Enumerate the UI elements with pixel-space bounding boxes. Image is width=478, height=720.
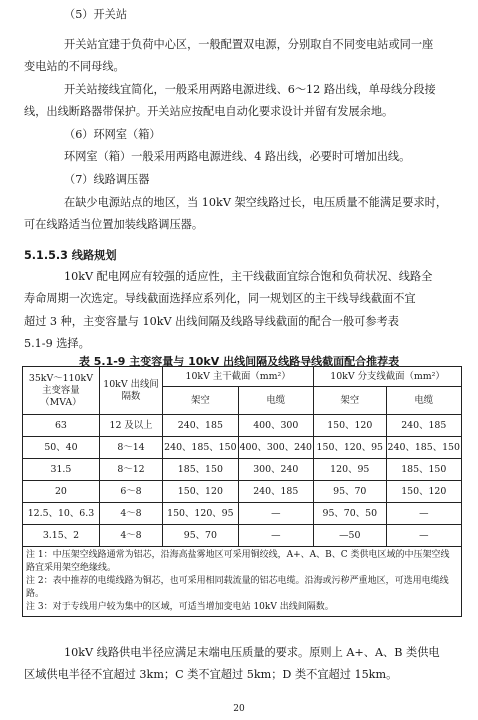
paragraph-line: 5.1-9 选择。 [24, 337, 90, 350]
paragraph-line: 开关站宜建于负荷中心区，一般配置双电源，分别取自不同变电站或同一座 [64, 38, 434, 51]
paragraph-line: 可在线路适当位置加装线路调压器。 [24, 218, 204, 231]
table-caption: 表 5.1-9 主变容量与 10kV 出线间隔及线路导线截面配合推荐表 [78, 355, 400, 368]
paragraph-line: 线，出线断路器带保护。开关站应按配电自动化要求设计并留有发展余地。 [24, 105, 394, 118]
header-branch-overhead: 架空 [314, 387, 387, 415]
table-note-2: 注 2：表中推荐的电缆线路为铜芯，也可采用相同载流量的铝芯电缆。沿海或污秽严重地区，可选用电缆线路。 [26, 576, 449, 599]
table-row: 31.5 8～12 185、150 300、240 120、95 185、150 [23, 459, 462, 481]
table-row: 12.5、10、6.3 4～8 150、120、95 — 95、70、50 — [23, 503, 462, 525]
paragraph-line: 环网室（箱）一般采用两路电源进线、4 路出线，必要时可增加出线。 [64, 150, 411, 163]
paragraph-line: 在缺少电源站点的地区，当 10kV 架空线路过长，电压质量不能满足要求时， [64, 196, 448, 209]
header-branch: 10kV 分支线截面（mm²） [314, 367, 462, 387]
table-notes [23, 547, 462, 617]
paragraph-line: 变电站的不同母线。 [24, 60, 125, 73]
table-row: 20 6～8 150、120 240、185 95、70 150、120 [23, 481, 462, 503]
header-bays: 10kV 出线间 隔数 [99, 367, 162, 415]
recommendation-table [22, 366, 462, 617]
section-7-title: （7）线路调压器 [64, 173, 150, 186]
header-capacity: 35kV～110kV 主变容量 （MVA） [23, 367, 100, 415]
paragraph-line: 10kV 配电网应有较强的适应性，主干线截面宜综合饱和负荷状况、线路全 [64, 270, 433, 283]
header-trunk: 10kV 主干截面（mm²） [163, 367, 314, 387]
header-branch-cable: 电缆 [386, 387, 461, 415]
paragraph-line: 超过 3 种，主变容量与 10kV 出线间隔及线路导线截面的配合一般可参考表 [24, 315, 399, 328]
paragraph-line: 10kV 线路供电半径应满足末端电压质量的要求。原则上 A+、A、B 类供电 [64, 646, 440, 659]
section-5-title: （5）开关站 [64, 8, 128, 21]
table-row: 63 12 及以上 240、185 400、300 150、120 240、185 [23, 415, 462, 437]
section-6-title: （6）环网室（箱） [64, 128, 161, 141]
header-trunk-cable: 电缆 [238, 387, 313, 415]
table-row: 50、40 8～14 240、185、150 400、300、240 150、120、95 240、185、150 [23, 437, 462, 459]
paragraph-line: 区域供电半径不宜超过 3km；C 类不宜超过 5km；D 类不宜超过 15km。 [24, 668, 398, 681]
table-note-1: 注 1：中压架空线路通常为铝芯，沿海高盐雾地区可采用铜绞线，A+、A、B、C 类供电区域的中压架空线路宜采用架空绝缘线。 [26, 550, 450, 573]
paragraph-line: 寿命周期一次选定。导线截面选择应系列化，同一规划区的主干线导线截面不宜 [24, 292, 416, 305]
table-note-3: 注 3：对于专线用户较为集中的区域，可适当增加变电站 10kV 出线间隔数。 [26, 602, 334, 612]
table-notes-row [23, 547, 462, 617]
header-trunk-overhead: 架空 [163, 387, 238, 415]
paragraph-line: 开关站接线宜简化，一般采用两路电源进线、6～12 路出线，单母线分段接 [64, 83, 436, 96]
table-row: 3.15、2 4～8 95、70 — —50 — [23, 525, 462, 547]
section-heading-5-1-5-3: 5.1.5.3 线路规划 [24, 249, 117, 262]
page-number: 20 [233, 704, 245, 714]
